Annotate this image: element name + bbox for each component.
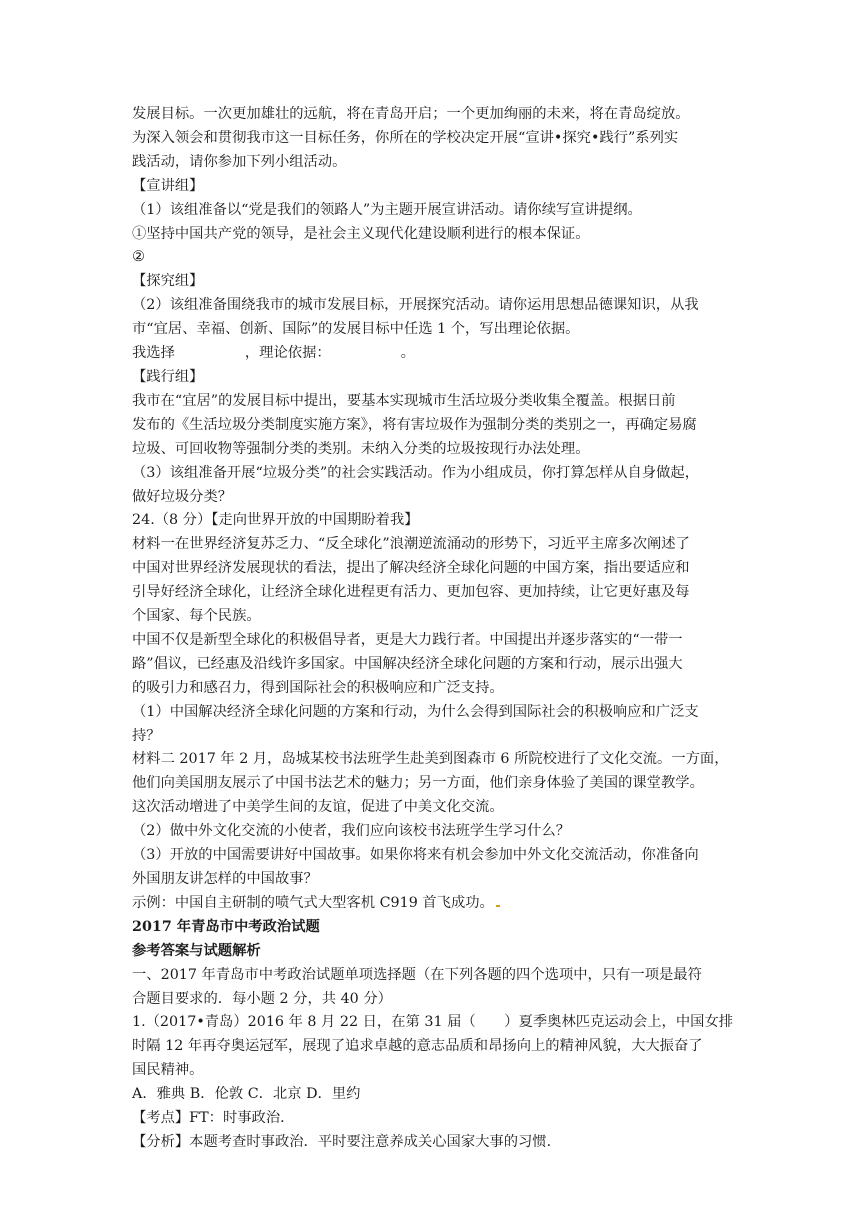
question-24-heading: 24.（8 分）【走向世界开放的中国期盼着我】 bbox=[132, 512, 419, 529]
question-24-2: （2）做中外文化交流的小使者，我们应向该校书法班学生学习什么？ bbox=[132, 823, 570, 840]
question-1: （1）该组准备以“党是我们的领路人”为主题开展宣讲活动。请你续写宣讲提纲。 bbox=[132, 201, 642, 218]
text-line: ② bbox=[132, 249, 145, 266]
question-3: （3）该组准备开展“垃圾分类”的社会实践活动。作为小组成员，你打算怎样从自身做起， bbox=[132, 464, 699, 481]
text-line: 市“宜居、幸福、创新、国际”的发展目标中任选 1 个，写出理论依据。 bbox=[132, 321, 580, 338]
text-line: 外国朋友讲怎样的中国故事？ bbox=[132, 871, 318, 887]
answer-title: 2017 年青岛市中考政治试题 bbox=[132, 918, 320, 935]
accent-mark bbox=[496, 905, 500, 907]
text-line: 这次活动增进了中美学生间的友谊，促进了中美文化交流。 bbox=[132, 799, 504, 816]
text-line: 材料一在世界经济复苏乏力、“反全球化”浪潮逆流涌动的形势下，习近平主席多次阐述了 bbox=[132, 536, 690, 553]
text-line: 践活动，请你参加下列小组活动。 bbox=[132, 153, 347, 170]
basis-label: ，理论依据： bbox=[244, 345, 331, 362]
text-line: 合题目要求的．每小题 2 分，共 40 分） bbox=[132, 990, 392, 1007]
text-line: 一、2017 年青岛市中考政治试题单项选择题（在下列各题的四个选项中，只有一项是最符 bbox=[132, 966, 702, 983]
text-line: 引导好经济全球化，让经济全球化进程更有活力、更加包容、更加持续，让它更好惠及每 bbox=[132, 584, 690, 601]
example-text: 示例：中国自主研制的喷气式大型客机 C919 首飞成功。 bbox=[132, 894, 494, 911]
text-line: 持？ bbox=[132, 727, 161, 744]
question-24-1: （1）中国解决经济全球化问题的方案和行动，为什么会得到国际社会的积极响应和广泛支 bbox=[132, 703, 699, 720]
section-heading-jianxing: 【践行组】 bbox=[132, 368, 204, 385]
question-1-answer: 1.（2017•青岛）2016 年 8 月 22 日，在第 31 届（ ）夏季奥林匹克运动会上，中国女排 bbox=[132, 1014, 734, 1031]
fenxi-line: 【分析】本题考查时事政治．平时要注意养成关心国家大事的习惯． bbox=[132, 1133, 561, 1150]
text-line: 个国家、每个民族。 bbox=[132, 608, 261, 625]
section-heading-tanjiu: 【探究组】 bbox=[132, 273, 204, 290]
example-line bbox=[132, 892, 765, 916]
text-line: 发布的《生活垃圾分类制度实施方案》，将有害垃圾作为强制分类的类别之一，再确定易腐 bbox=[132, 416, 697, 433]
choose-label: 我选择 bbox=[132, 345, 175, 362]
end-mark: 。 bbox=[400, 345, 415, 362]
text-line: 中国不仅是新型全球化的积极倡导者，更是大力践行者。中国提出并逐步落实的“一带一 bbox=[132, 631, 683, 648]
text-line: 为深入领会和贯彻我市这一目标任务，你所在的学校决定开展“宣讲•探究•践行”系列实 bbox=[132, 129, 679, 146]
text-line: 的吸引力和感召力，得到国际社会的积极响应和广泛支持。 bbox=[132, 679, 504, 696]
text-line: 国民精神。 bbox=[132, 1062, 204, 1079]
kaodian-line: 【考点】FT：时事政治． bbox=[132, 1110, 295, 1127]
text-line: 我市在“宜居”的发展目标中提出，要基本实现城市生活垃圾分类收集全覆盖。根据日前 bbox=[132, 392, 676, 409]
options-line: A．雅典 B．伦敦 C．北京 D．里约 bbox=[132, 1086, 361, 1103]
text-line: 发展目标。一次更加雄壮的远航，将在青岛开启；一个更加绚丽的未来，将在青岛绽放。 bbox=[132, 106, 690, 122]
question-2: （2）该组准备围绕我市的城市发展目标，开展探究活动。请你运用思想品德课知识，从我 bbox=[132, 297, 699, 314]
fill-in-line bbox=[132, 342, 765, 366]
section-heading-xuanjiang: 【宣讲组】 bbox=[132, 177, 204, 194]
text-line: 中国对世界经济发展现状的看法，提出了解决经济全球化问题的中国方案，指出要适应和 bbox=[132, 560, 690, 577]
text-line: 材料二 2017 年 2 月，岛城某校书法班学生赴美到图森市 6 所院校进行了文化交流。一方面， bbox=[132, 751, 729, 768]
answer-subtitle: 参考答案与试题解析 bbox=[132, 942, 261, 959]
question-24-3: （3）开放的中国需要讲好中国故事。如果你将来有机会参加中外文化交流活动，你准备向 bbox=[132, 847, 699, 864]
text-line: ①坚持中国共产党的领导，是社会主义现代化建设顺利进行的根本保证。 bbox=[132, 225, 590, 242]
text-line: 做好垃圾分类？ bbox=[132, 488, 233, 505]
text-line: 时隔 12 年再夺奥运冠军，展现了追求卓越的意志品质和昂扬向上的精神风貌，大大振奋了 bbox=[132, 1038, 703, 1055]
text-line: 他们向美国朋友展示了中国书法艺术的魅力；另一方面，他们亲身体验了美国的课堂教学。 bbox=[132, 775, 704, 792]
text-line: 垃圾、可回收物等强制分类的类别。未纳入分类的垃圾按现行办法处理。 bbox=[132, 440, 590, 457]
text-line: 路”倡议，已经惠及沿线许多国家。中国解决经济全球化问题的方案和行动，展示出强大 bbox=[132, 655, 683, 672]
